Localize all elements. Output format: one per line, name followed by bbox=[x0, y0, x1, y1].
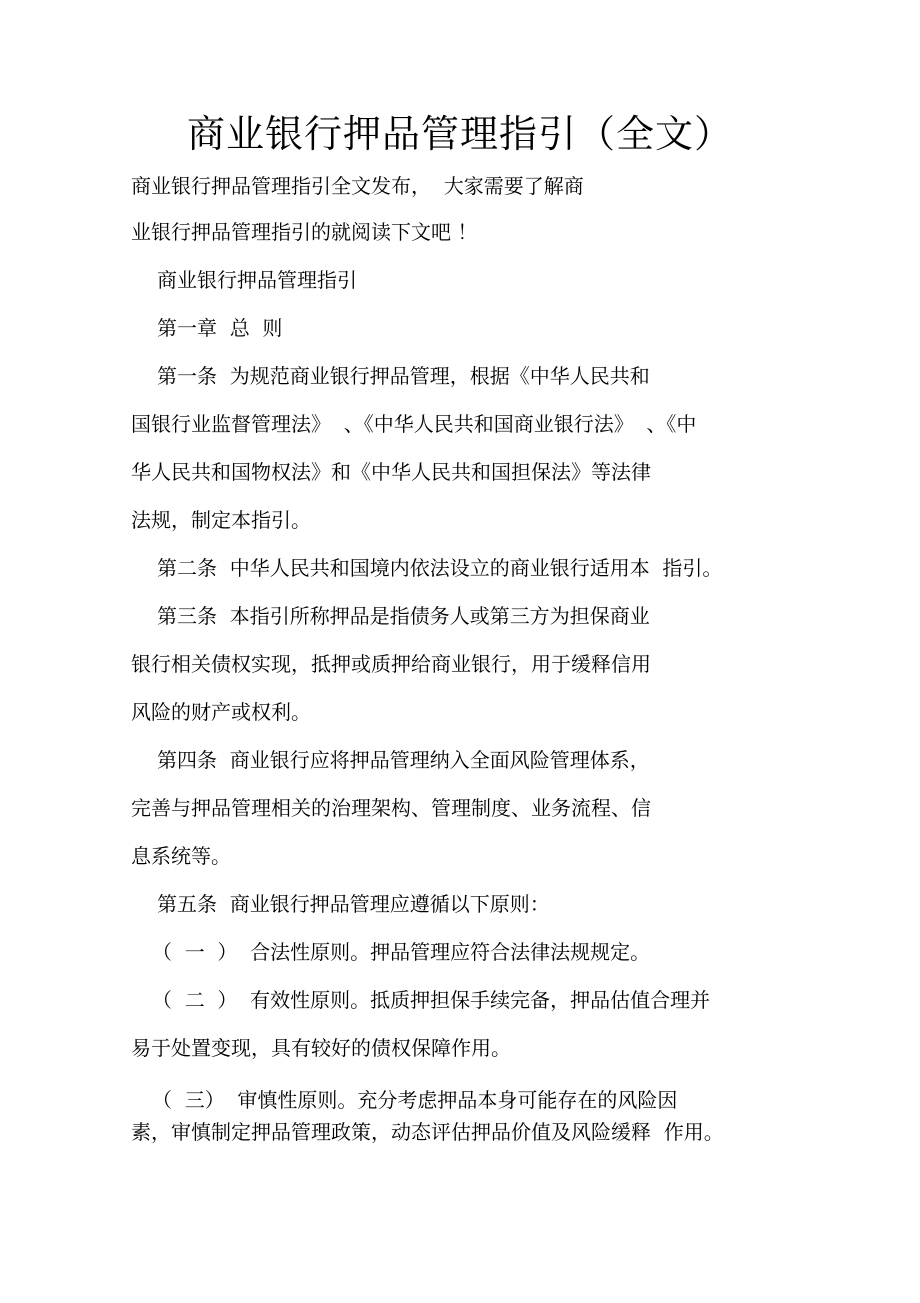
text-line: 第一条 为规范商业银行押品管理，根据《中华人民共和 bbox=[157, 364, 650, 388]
text-line: 商业银行押品管理指引全文发布， 大家需要了解商 bbox=[131, 174, 584, 198]
text-line: 完善与押品管理相关的治理架构、管理制度、业务流程、信 bbox=[131, 796, 651, 820]
chapter-heading: 第一章 总 则 bbox=[157, 316, 283, 340]
text-line: 业银行押品管理指引的就阅读下文吧 ！ bbox=[131, 220, 478, 244]
text-line: 第五条 商业银行押品管理应遵循以下原则： bbox=[157, 892, 550, 916]
text-line: 华人民共和国物权法》和《中华人民共和国担保法》等法律 bbox=[131, 460, 651, 484]
list-item: （ 三） 审慎性原则。充分考虑押品本身可能存在的风险因 bbox=[152, 1088, 678, 1112]
text-line: 法规，制定本指引。 bbox=[131, 508, 311, 532]
text-line: 银行相关债权实现，抵押或质押给商业银行，用于缓释信用 bbox=[131, 652, 651, 676]
text-line: 国银行业监督管理法》 、《中华人民共和国商业银行法》 、《中 bbox=[131, 412, 697, 436]
section-heading: 商业银行押品管理指引 bbox=[157, 268, 357, 292]
text-line: 风险的财产或权利。 bbox=[131, 700, 311, 724]
list-item: （ 一 ） 合法性原则。押品管理应符合法律法规规定。 bbox=[152, 940, 651, 964]
text-line: 素，审慎制定押品管理政策，动态评估押品价值及风险缓释 作用。 bbox=[131, 1120, 724, 1144]
text-line: 第三条 本指引所称押品是指债务人或第三方为担保商业 bbox=[157, 604, 650, 628]
text-line: 第二条 中华人民共和国境内依法设立的商业银行适用本 指引。 bbox=[157, 556, 723, 580]
text-line: 息系统等。 bbox=[131, 844, 231, 868]
text-line: 第四条 商业银行应将押品管理纳入全面风险管理体系， bbox=[157, 748, 650, 772]
list-item: （ 二 ） 有效性原则。抵质押担保手续完备，押品估值合理并 bbox=[152, 988, 711, 1012]
document-title: 商业银行押品管理指引（全文） bbox=[186, 112, 733, 156]
text-line: 易于处置变现，具有较好的债权保障作用。 bbox=[131, 1036, 511, 1060]
